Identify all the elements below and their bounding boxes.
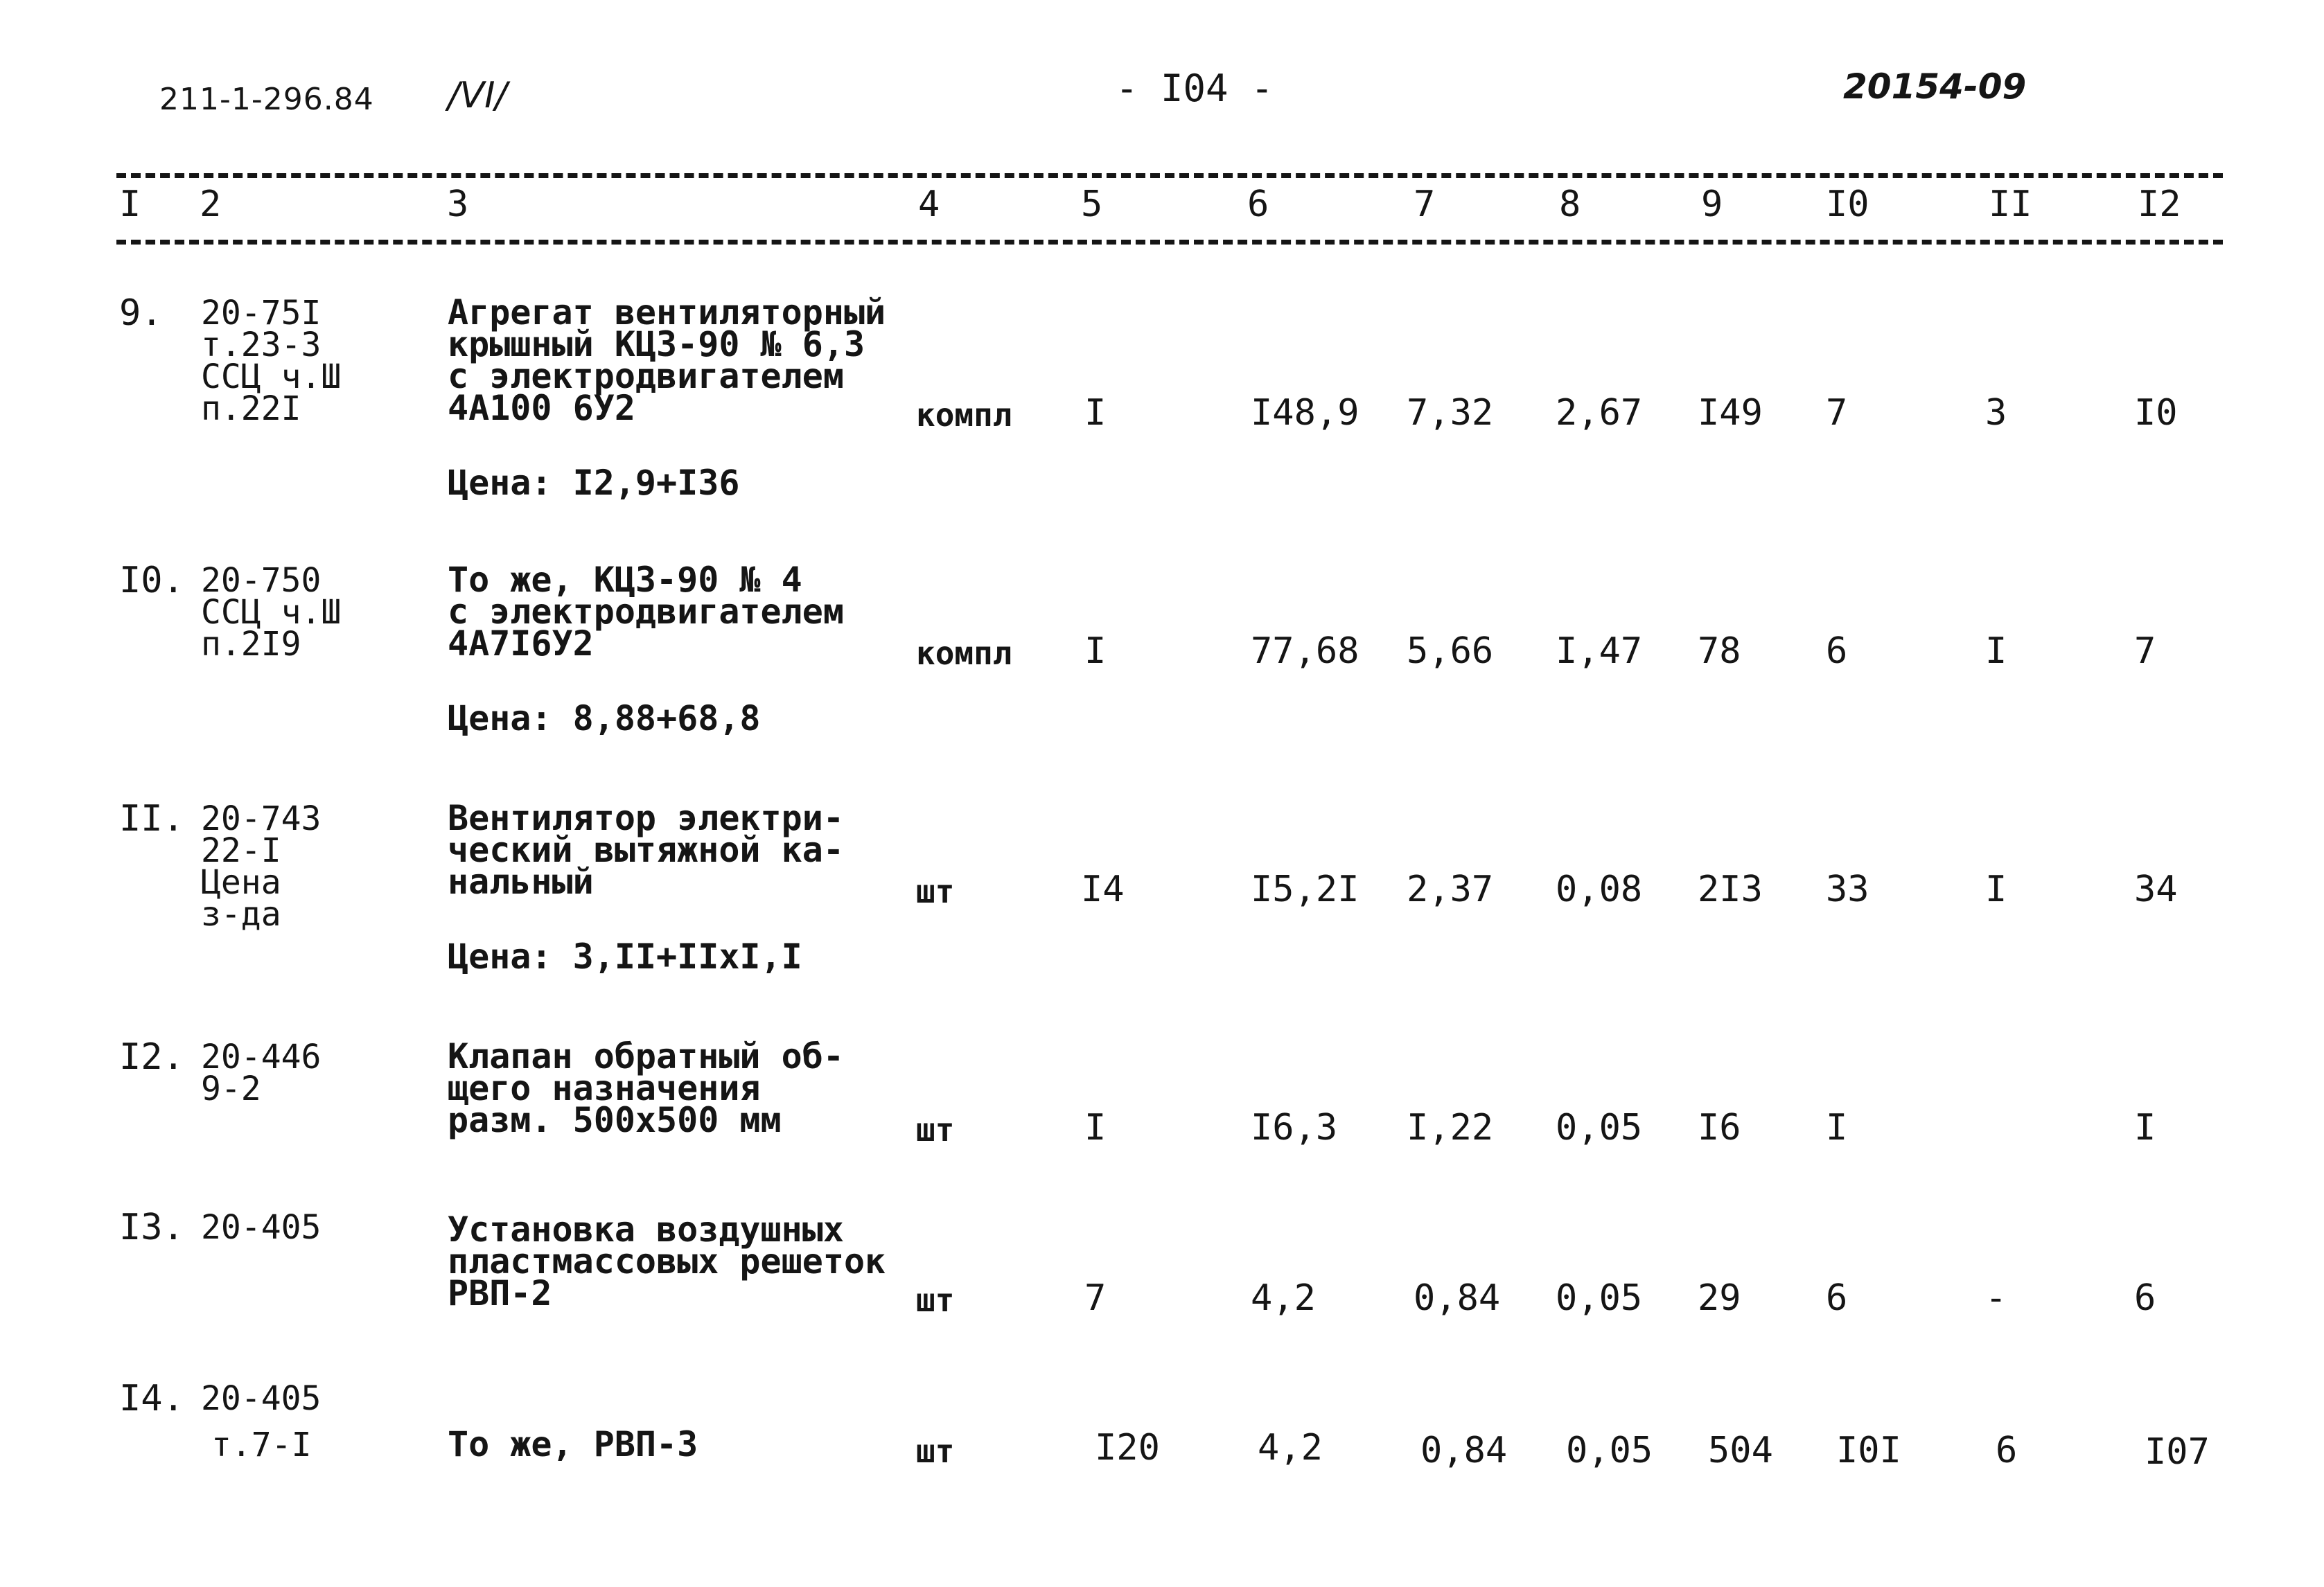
value-col-12: 7 <box>2134 630 2156 672</box>
value-col-6: I48,9 <box>1251 392 1359 434</box>
unit: компл <box>916 396 1012 434</box>
value-col-8: 0,05 <box>1556 1277 1643 1319</box>
document-mark: /VI/ <box>448 75 507 116</box>
norm-code-line: ССЦ ч.Ш <box>201 357 342 396</box>
norm-code-line: 20-750 <box>201 561 322 600</box>
value-col-7: I,22 <box>1407 1107 1494 1149</box>
description-line: Вентилятор электри- <box>448 798 844 838</box>
description-line: пластмассовых решеток <box>448 1241 886 1282</box>
value-col-6: I5,2I <box>1251 869 1359 910</box>
unit: шт <box>916 1433 955 1470</box>
description-line: То же, КЦЗ-90 № 4 <box>448 560 802 600</box>
row-number: I2. <box>119 1036 184 1078</box>
column-header-3: 3 <box>447 184 469 225</box>
value-col-12: 6 <box>2134 1277 2156 1319</box>
quantity: I20 <box>1095 1427 1160 1469</box>
column-header-1: I <box>119 184 141 225</box>
value-col-10: 33 <box>1826 869 1869 910</box>
norm-code-line: Цена <box>201 863 281 902</box>
value-col-11: 6 <box>1996 1430 2018 1471</box>
value-col-11: I <box>1985 869 2007 910</box>
column-header-7: 7 <box>1414 184 1436 225</box>
value-col-10: I0I <box>1836 1430 1901 1471</box>
value-col-7: 0,84 <box>1420 1430 1508 1471</box>
page-number: - I04 - <box>1116 67 1274 110</box>
price-formula: Цена: 3,II+IIxI,I <box>448 937 802 977</box>
description-line: разм. 500х500 мм <box>448 1100 782 1140</box>
description-line: с электродвигателем <box>448 592 844 632</box>
row-number: 9. <box>119 292 163 334</box>
value-col-11: 3 <box>1985 392 2007 434</box>
column-header-10: I0 <box>1826 184 1869 225</box>
unit: шт <box>916 1282 955 1319</box>
value-col-11: - <box>1985 1277 2007 1319</box>
description-line: нальный <box>448 862 594 902</box>
unit: компл <box>916 635 1012 672</box>
row-number: I3. <box>119 1207 184 1248</box>
value-col-7: 7,32 <box>1407 392 1494 434</box>
price-formula: Цена: 8,88+68,8 <box>448 698 761 738</box>
value-col-12: 34 <box>2134 869 2178 910</box>
value-col-6: 4,2 <box>1251 1277 1316 1319</box>
quantity: I <box>1084 1107 1107 1149</box>
value-col-7: 2,37 <box>1407 869 1494 910</box>
description-line: ческий вытяжной ка- <box>448 830 844 870</box>
column-header-8: 8 <box>1559 184 1581 225</box>
description-line: РВП-2 <box>448 1273 552 1313</box>
value-col-7: 0,84 <box>1414 1277 1501 1319</box>
value-col-10: I <box>1826 1107 1848 1149</box>
value-col-7: 5,66 <box>1407 630 1494 672</box>
norm-code-line: 20-446 <box>201 1038 322 1076</box>
norm-code-line: т.23-3 <box>201 326 322 364</box>
column-header-11: II <box>1989 184 2032 225</box>
quantity: I <box>1084 392 1107 434</box>
norm-code-line: п.2I9 <box>201 625 301 664</box>
norm-code-line: 9-2 <box>201 1070 261 1108</box>
unit: шт <box>916 1111 955 1149</box>
description-line: с электродвигателем <box>448 356 844 396</box>
value-col-9: I6 <box>1698 1107 1741 1149</box>
value-col-8: 0,05 <box>1556 1107 1643 1149</box>
value-col-11: I <box>1985 630 2007 672</box>
description-line: Установка воздушных <box>448 1209 844 1250</box>
value-col-8: 2,67 <box>1556 392 1643 434</box>
value-col-9: I49 <box>1698 392 1763 434</box>
table-header-rule <box>116 240 2223 245</box>
description-line: То же, РВП-3 <box>448 1424 698 1464</box>
value-col-9: 504 <box>1708 1430 1773 1471</box>
column-header-12: I2 <box>2138 184 2181 225</box>
document-number: 20154-09 <box>1843 67 2027 107</box>
value-col-10: 7 <box>1826 392 1848 434</box>
norm-code-line: з-да <box>201 895 281 934</box>
value-col-12: I0 <box>2134 392 2178 434</box>
value-col-6: 4,2 <box>1258 1427 1323 1469</box>
norm-code-line: п.22I <box>201 389 301 428</box>
value-col-12: I <box>2134 1107 2156 1149</box>
norm-code-line: 20-405 <box>201 1379 322 1418</box>
column-header-4: 4 <box>918 184 940 225</box>
norm-code-line: 20-405 <box>201 1208 322 1247</box>
description-line: 4А7I6У2 <box>448 623 594 664</box>
column-header-2: 2 <box>200 184 222 225</box>
row-number: I4. <box>119 1378 184 1419</box>
value-col-8: 0,05 <box>1566 1430 1653 1471</box>
quantity: 7 <box>1084 1277 1107 1319</box>
value-col-6: I6,3 <box>1251 1107 1338 1149</box>
column-header-6: 6 <box>1247 184 1269 225</box>
unit: шт <box>916 873 955 910</box>
document-code: 211-1-296.84 <box>159 82 374 117</box>
description-line: Клапан обратный об- <box>448 1036 844 1076</box>
description-line: крышный КЦЗ-90 № 6,3 <box>448 324 865 364</box>
norm-code-line: ССЦ ч.Ш <box>201 593 342 632</box>
value-col-9: 29 <box>1698 1277 1741 1319</box>
row-number: I0. <box>119 560 184 601</box>
column-header-5: 5 <box>1081 184 1103 225</box>
quantity: I4 <box>1081 869 1125 910</box>
value-col-10: 6 <box>1826 630 1848 672</box>
value-col-8: 0,08 <box>1556 869 1643 910</box>
description-line: 4А100 6У2 <box>448 388 635 428</box>
row-number: II. <box>119 798 184 840</box>
norm-code-line: 20-75I <box>201 294 322 333</box>
price-formula: Цена: I2,9+I36 <box>448 463 740 503</box>
norm-code-line: 22-I <box>201 831 281 870</box>
description-line: щего назначения <box>448 1068 761 1108</box>
description-line: Агрегат вентиляторный <box>448 292 886 333</box>
value-col-9: 78 <box>1698 630 1741 672</box>
quantity: I <box>1084 630 1107 672</box>
value-col-9: 2I3 <box>1698 869 1763 910</box>
value-col-12: I07 <box>2145 1431 2210 1473</box>
table-top-rule <box>116 173 2223 178</box>
column-header-9: 9 <box>1701 184 1723 225</box>
norm-code-line: 20-743 <box>201 799 322 838</box>
value-col-8: I,47 <box>1556 630 1643 672</box>
norm-code-line: т.7-I <box>211 1426 312 1464</box>
value-col-10: 6 <box>1826 1277 1848 1319</box>
value-col-6: 77,68 <box>1251 630 1359 672</box>
